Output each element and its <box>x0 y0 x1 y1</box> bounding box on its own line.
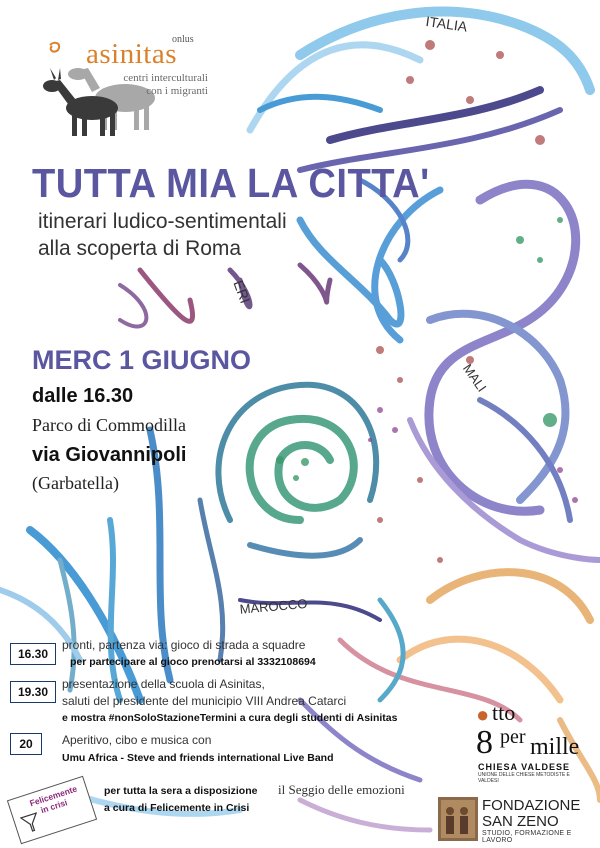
fondazione-line2: SAN ZENO <box>482 813 559 830</box>
logo-tagline-2: con i migranti <box>146 85 208 97</box>
otto-text: tto <box>492 700 516 725</box>
seggio-name: il Seggio delle emozioni <box>278 782 405 797</box>
map-label-mali: MALI <box>459 361 490 395</box>
schedule-2-line1: presentazione della scuola di Asinitas, <box>62 677 265 691</box>
per-text: per <box>500 726 526 748</box>
fresco-icon <box>438 797 478 841</box>
schedule-2-line1b: saluti del presidente del municipio VIII Andrea Catarci <box>62 694 347 708</box>
fondazione-line1: FONDAZIONE <box>482 797 581 814</box>
event-place-district: (Garbatella) <box>32 473 119 493</box>
event-place-park: Parco di Commodilla <box>32 415 186 435</box>
schedule-time-3: 20 <box>10 733 42 755</box>
fondazione-line3: STUDIO, FORMAZIONE E LAVORO <box>482 830 572 844</box>
event-place-street: via Giovannipoli <box>32 444 187 466</box>
schedule-3-line2: Umu Africa - Steve and friends international Live Band <box>62 752 334 764</box>
seggio-credit: a cura di Felicemente in Crisi <box>104 802 250 814</box>
seggio-bold: per tutta la sera a disposizione <box>104 785 258 797</box>
fondazione-san-zeno-logo <box>438 797 598 842</box>
schedule-2-line2: e mostra #nonSoloStazioneTermini a cura degli studenti di Asinitas <box>62 712 398 724</box>
unione-text: UNIONE DELLE CHIESE METODISTE E VALDESI <box>478 772 570 784</box>
ottopermille-logo: ● tto 8 per mille CHIESA VALDESE UNIONE DELLE CHIESE METODISTE E VALDESI <box>470 700 590 784</box>
map-label-marocco: MAROCCO <box>239 595 308 617</box>
felicemente-label: Felicemente in crisi <box>28 783 79 816</box>
schedule-time-1: 16.30 <box>10 643 56 665</box>
map-label-eri: ERI <box>230 278 254 306</box>
event-date: MERC 1 GIUGNO <box>32 345 252 375</box>
logo-tagline-1: centri interculturali <box>123 72 208 84</box>
schedule-1-line2: per partecipare al gioco prenotarsi al 3332108694 <box>70 656 316 668</box>
event-time: dalle 16.30 <box>32 385 134 407</box>
schedule-1-line1: pronti, partenza via: gioco di strada a squadre <box>62 638 306 652</box>
logo-onlus: onlus <box>172 34 194 45</box>
schedule-time-2: 19.30 <box>10 681 56 703</box>
chiesa-valdese-text: CHIESA VALDESE <box>478 762 571 772</box>
event-subtitle-1: itinerari ludico-sentimentali <box>38 210 287 233</box>
logo-name: asinitas <box>86 38 177 70</box>
event-subtitle-2: alla scoperta di Roma <box>38 237 242 260</box>
schedule-3-line1: Aperitivo, cibo e musica con <box>62 733 212 747</box>
map-label-italia: ITALIA <box>424 13 469 35</box>
mille-text: mille <box>530 734 580 760</box>
event-title: TUTTA MIA LA CITTA' <box>32 160 430 206</box>
